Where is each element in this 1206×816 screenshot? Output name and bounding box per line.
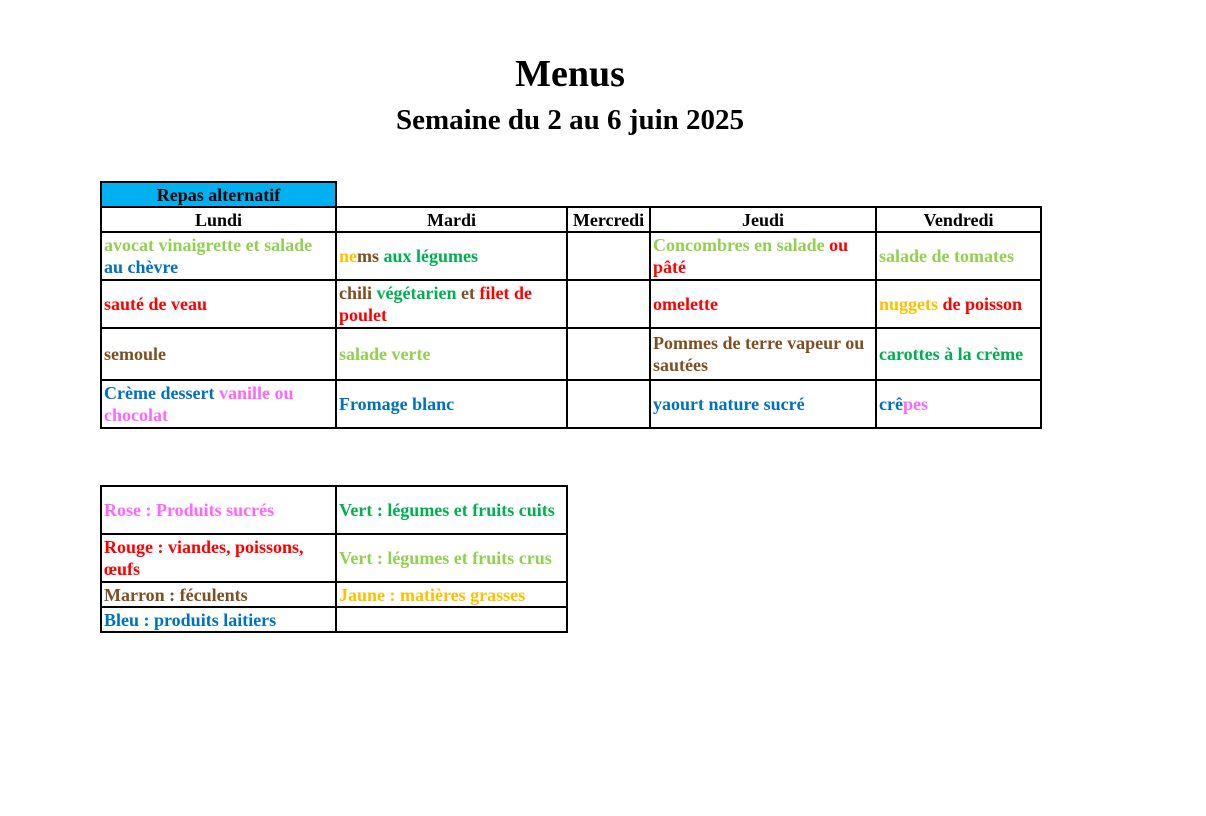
days-header-row (101, 207, 1041, 232)
menu-row-main (101, 280, 1041, 328)
cell-text-segment: au chèvre (104, 257, 179, 277)
menu-cell (101, 280, 336, 328)
cell-text-segment: filet de poulet (339, 283, 532, 325)
legend-item (336, 534, 567, 582)
menu-cell (650, 328, 876, 380)
cell-text-segment: yaourt nature sucré (653, 394, 805, 414)
cell-text-segment: Fromage blanc (339, 394, 455, 414)
menu-row-side (101, 328, 1041, 380)
cell-text-segment: Vert : légumes et fruits cuits (339, 500, 555, 520)
menu-cell (876, 280, 1041, 328)
cell-text-segment: aux légumes (379, 246, 478, 266)
legend-row (101, 486, 567, 534)
menu-row-dessert (101, 380, 1041, 428)
legend-item (336, 582, 567, 607)
legend-item (336, 607, 567, 632)
cell-text-segment: Jaune : matières grasses (339, 584, 526, 605)
cell-text-segment: chili (339, 283, 373, 303)
cell-text-segment: pes (902, 394, 928, 414)
cell-text-segment: salade verte (339, 344, 431, 364)
day-header-vendredi: Vendredi (876, 207, 1041, 232)
menu-table (100, 181, 1042, 429)
cell-text-segment: salade de tomates (879, 246, 1014, 266)
menu-cell (567, 380, 650, 428)
page-title: Menus (515, 53, 625, 95)
menu-cell (876, 328, 1041, 380)
menu-cell (650, 280, 876, 328)
cell-text-segment: Crème dessert (104, 383, 215, 403)
legend-item (101, 607, 336, 632)
menu-cell (101, 380, 336, 428)
menu-cell (101, 232, 336, 280)
menu-cell (567, 328, 650, 380)
cell-text-segment: de poisson (938, 294, 1023, 314)
cell-text-segment: Pommes de terre vapeur ou sautées (653, 333, 865, 375)
cell-text-segment: ms (357, 246, 379, 266)
menu-cell (876, 232, 1041, 280)
legend-item (101, 582, 336, 607)
menu-cell (336, 380, 567, 428)
legend-row (101, 582, 567, 607)
day-header-jeudi: Jeudi (650, 207, 876, 232)
cell-text-segment: omelette (653, 294, 718, 314)
day-header-lundi: Lundi (101, 207, 336, 232)
color-legend-table (100, 485, 568, 633)
cell-text-segment: sauté de veau (104, 294, 207, 314)
cell-text-segment: Rose : Produits sucrés (104, 500, 275, 520)
alternative-meal-header: Repas alternatif (101, 182, 336, 207)
alternative-meal-row (101, 182, 1041, 207)
cell-text-segment: avocat vinaigrette et salade (104, 235, 313, 255)
menu-cell (101, 328, 336, 380)
cell-text-segment: ou pâté (653, 235, 849, 277)
menu-cell (567, 280, 650, 328)
cell-text-segment: Rouge : viandes, poissons, œufs (104, 537, 304, 579)
cell-text-segment: végétarien (372, 283, 457, 303)
legend-item (101, 486, 336, 534)
menu-cell (650, 380, 876, 428)
cell-text-segment: semoule (104, 344, 166, 364)
cell-text-segment: Marron : féculents (104, 584, 248, 605)
menu-cell (650, 232, 876, 280)
cell-text-segment: Concombres en salade (653, 235, 825, 255)
cell-text-segment: ne (339, 246, 357, 266)
cell-text-segment: nuggets (879, 294, 939, 314)
cell-text-segment: Vert : légumes et fruits crus (339, 548, 552, 568)
menu-cell (336, 232, 567, 280)
cell-text-segment: vanille ou chocolat (104, 383, 294, 425)
legend-item (336, 486, 567, 534)
menu-cell (567, 232, 650, 280)
cell-text-segment: carottes à la crème (879, 344, 1024, 364)
menu-cell (336, 280, 567, 328)
cell-text-segment: Bleu : produits laitiers (104, 609, 277, 630)
day-header-mercredi: Mercredi (567, 207, 650, 232)
page-subtitle: Semaine du 2 au 6 juin 2025 (395, 104, 745, 136)
cell-text-segment: et (456, 283, 480, 303)
legend-row (101, 607, 567, 632)
menu-cell (336, 328, 567, 380)
legend-row (101, 534, 567, 582)
header-spacer (336, 182, 1041, 207)
day-header-mardi: Mardi (336, 207, 567, 232)
cell-text-segment: crê (879, 394, 903, 414)
legend-item (101, 534, 336, 582)
menu-row-starter (101, 232, 1041, 280)
menu-cell (876, 380, 1041, 428)
